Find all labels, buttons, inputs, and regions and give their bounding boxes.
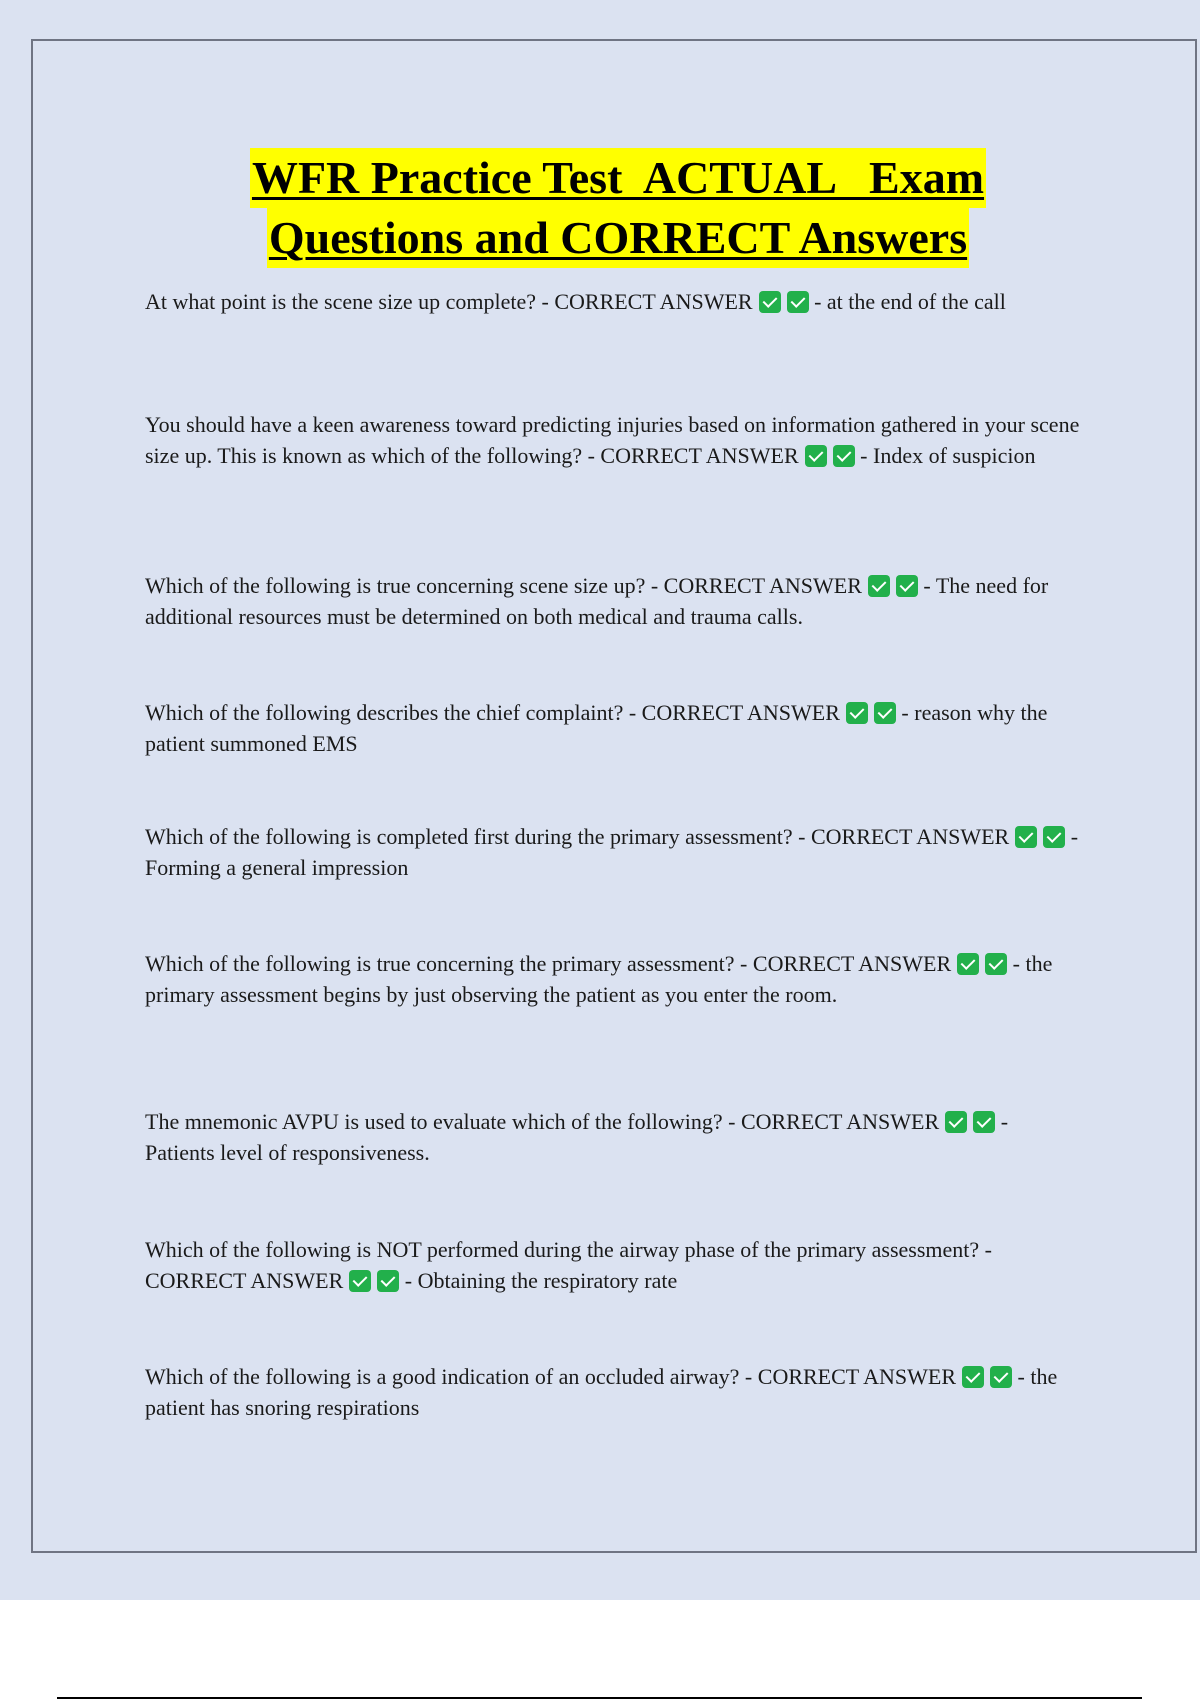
answer-label: CORRECT ANSWER <box>752 951 952 976</box>
question-item-4 <box>145 697 1080 759</box>
check-box-icon <box>1043 826 1065 848</box>
question-item-8 <box>145 1234 1080 1296</box>
check-box-icon <box>349 1270 371 1292</box>
question-item-7 <box>145 1106 1080 1168</box>
question-text: Which of the following is true concerning scene size up? - <box>145 573 664 598</box>
check-box-icon <box>962 1366 984 1388</box>
check-box-icon <box>1015 826 1037 848</box>
answer-label: CORRECT ANSWER <box>145 1268 344 1293</box>
answer-label: CORRECT ANSWER <box>600 443 799 468</box>
check-box-icon <box>896 575 918 597</box>
check-box-icon <box>377 1270 399 1292</box>
check-box-icon <box>787 291 809 313</box>
answer-text: - The need for additional resources must be determined on both medical and trauma calls. <box>145 573 1049 629</box>
check-box-icon <box>874 702 896 724</box>
check-box-icon <box>868 575 890 597</box>
question-item-3 <box>145 570 1080 632</box>
answer-text: - at the end of the call <box>814 289 1006 314</box>
question-item-1 <box>145 286 1080 317</box>
check-box-icon <box>833 445 855 467</box>
question-text: At what point is the scene size up complete? - <box>145 289 555 314</box>
title-line-1: WFR Practice Test ACTUAL Exam <box>250 148 986 208</box>
check-box-icon <box>957 953 979 975</box>
check-box-icon <box>990 1366 1012 1388</box>
question-item-5 <box>145 821 1080 883</box>
question-text: Which of the following describes the chief complaint? - <box>145 700 642 725</box>
question-item-2 <box>145 409 1080 471</box>
check-box-icon <box>846 702 868 724</box>
answer-label: CORRECT ANSWER <box>757 1364 957 1389</box>
check-box-icon <box>759 291 781 313</box>
question-item-6 <box>145 948 1080 1010</box>
question-text: Which of the following is completed first during the primary assessment? - <box>145 824 811 849</box>
question-item-9 <box>145 1361 1080 1423</box>
answer-label: CORRECT ANSWER <box>810 824 1010 849</box>
footer-rule <box>57 1697 1142 1699</box>
answer-text: - Patients level of responsiveness. <box>145 1109 1009 1165</box>
question-text: Which of the following is NOT performed during the airway phase of the primary assessment? - <box>145 1237 992 1262</box>
answer-text: - reason why the patient summoned EMS <box>145 700 1048 756</box>
check-box-icon <box>805 445 827 467</box>
question-text: Which of the following is true concerning the primary assessment? - <box>145 951 753 976</box>
answer-text: - Forming a general impression <box>145 824 1079 880</box>
answer-label: CORRECT ANSWER <box>740 1109 940 1134</box>
check-box-icon <box>945 1111 967 1133</box>
title-line-2: Questions and CORRECT Answers <box>267 208 969 268</box>
answer-text: - Index of suspicion <box>860 443 1036 468</box>
answer-text: - Obtaining the respiratory rate <box>404 1268 678 1293</box>
document-title <box>0 148 1200 268</box>
answer-text: - the primary assessment begins by just observing the patient as you enter the room. <box>145 951 1053 1007</box>
check-box-icon <box>985 953 1007 975</box>
answer-label: CORRECT ANSWER <box>554 289 753 314</box>
check-box-icon <box>973 1111 995 1133</box>
question-text: You should have a keen awareness toward predicting injuries based on information gathered in your scene size up. This is known as which of the following? - <box>145 412 1080 468</box>
answer-label: CORRECT ANSWER <box>663 573 862 598</box>
question-text: Which of the following is a good indication of an occluded airway? - <box>145 1364 758 1389</box>
answer-label: CORRECT ANSWER <box>641 700 840 725</box>
answer-text: - the patient has snoring respirations <box>145 1364 1058 1420</box>
question-text: The mnemonic AVPU is used to evaluate which of the following? - <box>145 1109 741 1134</box>
